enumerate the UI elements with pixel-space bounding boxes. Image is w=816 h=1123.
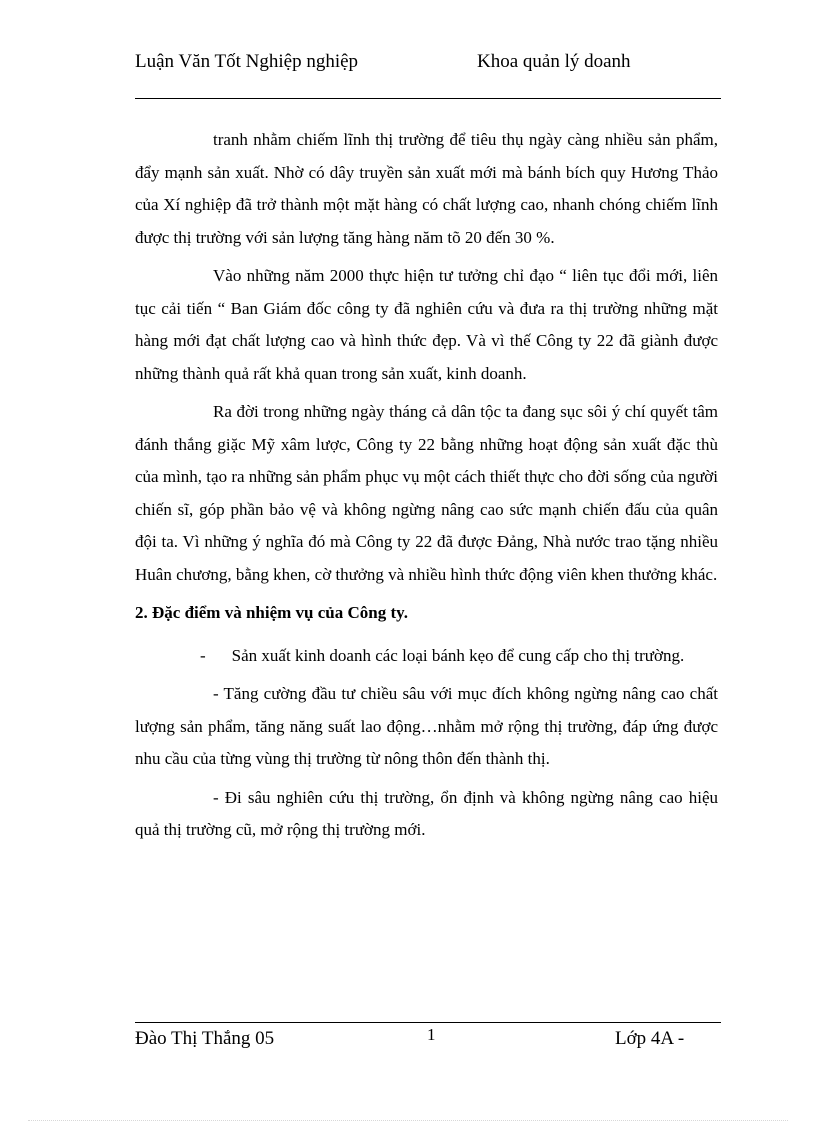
header-divider — [135, 98, 721, 99]
page-edge — [28, 1120, 788, 1121]
header-faculty: Khoa quản lý doanh — [477, 51, 631, 72]
header-thesis-title: Luận Văn Tốt Nghiệp nghiệp — [135, 51, 359, 72]
page-number: 1 — [427, 1025, 436, 1044]
footer-class: Lớp 4A - — [615, 1028, 685, 1049]
paragraph-market-expansion: tranh nhằm chiếm lĩnh thị trường để tiêu thụ ngày càng nhiều sản phẩm, đẩy mạnh sản xuất. Nhờ có dây truyền sản xuất mới mà bánh bích quy Hương Thảo của Xí nghiệp đã trở thành một mặt hàng có chất lượng cao, nhanh chóng chiếm lĩnh được thị trường với sản lượng tăng hàng năm tõ 20 đến 30 %. — [135, 130, 718, 247]
list-item — [135, 640, 718, 673]
list-item: - Tăng cường đầu tư chiều sâu với mục đích không ngừng nâng cao chất lượng sản phẩm, tăng năng suất lao động…nhằm mở rộng thị trường, đáp ứng được nhu cầu của từng vùng thị trường từ nông thôn đến thành thị. — [135, 684, 718, 768]
paragraph-year-2000: Vào những năm 2000 thực hiện tư tưởng chỉ đạo “ liên tục đổi mới, liên tục cải tiến “ Ban Giám đốc công ty đã nghiên cứu và đưa ra thị trường những mặt hàng mới đạt chất lượng cao và hình thức đẹp. Và vì thế Công ty 22 đã giành được những thành quả rất khả quan trong sản xuất, kinh doanh. — [135, 266, 718, 383]
footer-divider — [135, 1022, 721, 1023]
section-heading: 2. Đặc điểm và nhiệm vụ của Công ty. — [135, 603, 408, 622]
document-body — [135, 124, 718, 853]
bullet-dash: - — [200, 645, 206, 665]
list-item-text: Sản xuất kinh doanh các loại bánh kẹo để cung cấp cho thị trường. — [231, 645, 685, 665]
footer-author: Đào Thị Thắng 05 — [135, 1028, 275, 1049]
paragraph-history: Ra đời trong những ngày tháng cả dân tộc ta đang sục sôi ý chí quyết tâm đánh thắng giặc Mỹ xâm lược, Công ty 22 bằng những hoạt động sản xuất đặc thù của mình, tạo ra những sản phẩm phục vụ một cách thiết thực cho đời sống của người chiến sĩ, góp phần bảo vệ và không ngừng nâng cao sức mạnh chiến đấu của quân đội ta. Vì những ý nghĩa đó mà Công ty 22 đã được Đảng, Nhà nước trao tặng nhiều Huân chương, bằng khen, cờ thưởng và nhiều hình thức động viên khen thưởng khác. — [135, 402, 718, 584]
list-item: - Đi sâu nghiên cứu thị trường, ổn định và không ngừng nâng cao hiệu quả thị trường cũ, mở rộng thị trường mới. — [135, 787, 718, 839]
